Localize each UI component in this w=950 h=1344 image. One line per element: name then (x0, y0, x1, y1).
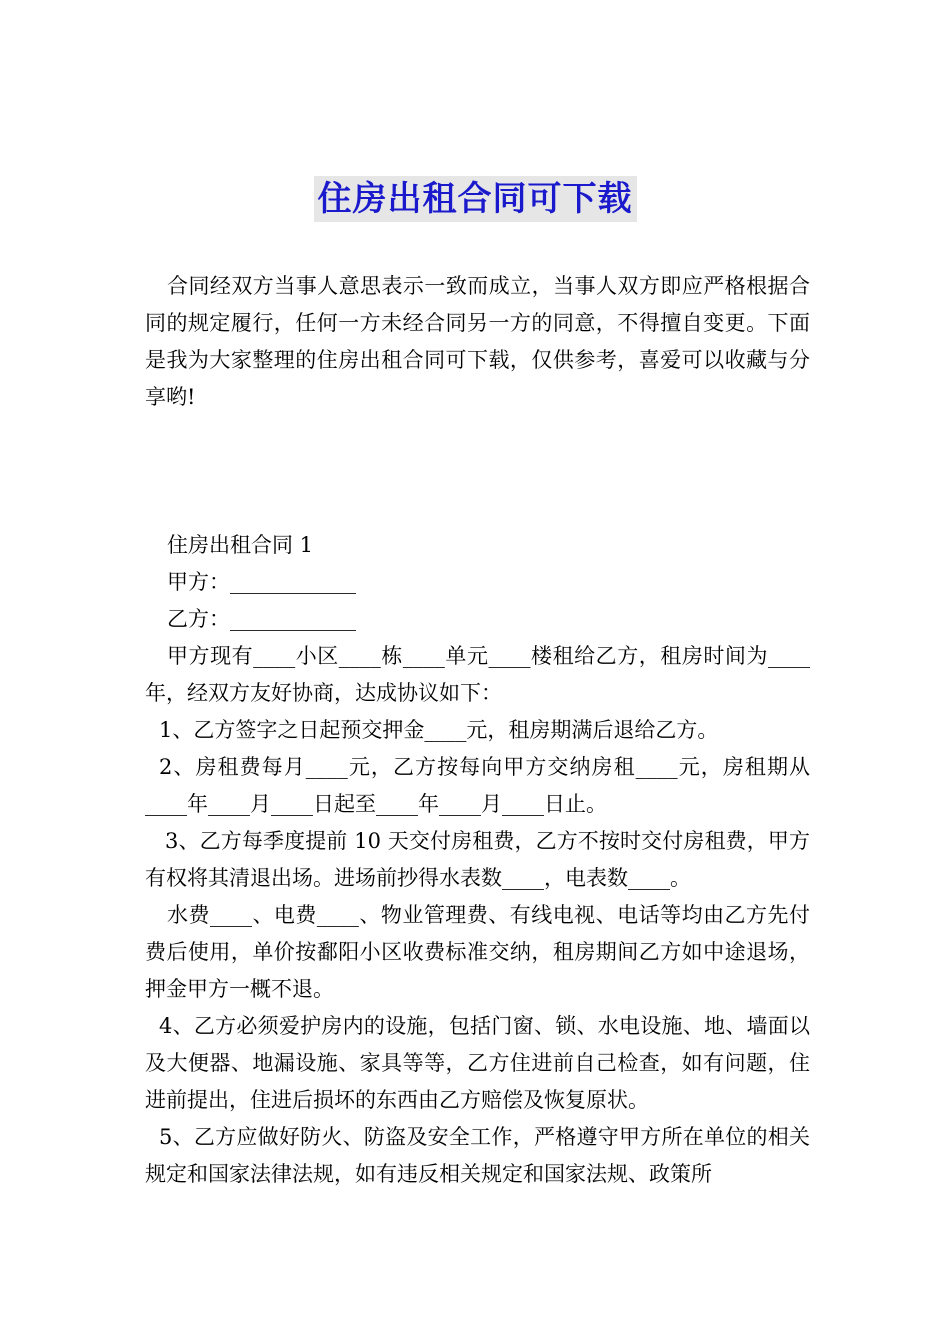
party-b-line: 乙方：____________ (167, 607, 356, 631)
party-a-line: 甲方：____________ (167, 570, 356, 594)
contract-heading: 住房出租合同 1 (167, 533, 314, 557)
contract-body (145, 527, 810, 1193)
contract-clause-2: 2、房租费每月____元，乙方按每向甲方交纳房租____元，房租期从____年____月____日起至____年____月____日止。 (145, 755, 810, 816)
intro-paragraph: 合同经双方当事人意思表示一致而成立，当事人双方即应严格根据合同的规定履行，任何一方未经合同另一方的同意，不得擅自变更。下面是我为大家整理的住房出租合同可下载，仅供参考，喜爱可以收藏与分享哟! (145, 274, 810, 409)
document-title-text: 住房出租合同可下载 (314, 176, 637, 222)
document-title (0, 176, 950, 222)
contract-clause-3: 3、乙方每季度提前 10 天交付房租费，乙方不按时交付房租费，甲方有权将其清退出场。进场前抄得水表数____，电表数____。 (145, 829, 810, 890)
contract-clause-5: 5、乙方应做好防火、防盗及安全工作，严格遵守甲方所在单位的相关规定和国家法律法规，如有违反相关规定和国家法规、政策所 (145, 1125, 810, 1186)
contract-clause-3-fees: 水费____、电费____、物业管理费、有线电视、电话等均由乙方先付费后使用，单价按鄱阳小区收费标准交纳，租房期间乙方如中途退场，押金甲方一概不退。 (145, 903, 810, 1001)
contract-clause-1: 1、乙方签字之日起预交押金____元，租房期满后退给乙方。 (159, 718, 719, 742)
contract-clause-4: 4、乙方必须爱护房内的设施，包括门窗、锁、水电设施、地、墙面以及大便器、地漏设施、家具等等，乙方住进前自己检查，如有问题，住进前提出，住进后损坏的东西由乙方赔偿及恢复原状。 (145, 1014, 810, 1112)
contract-paragraph-preamble: 甲方现有____小区____栋____单元____楼租给乙方，租房时间为____年，经双方友好协商，达成协议如下： (145, 644, 810, 705)
